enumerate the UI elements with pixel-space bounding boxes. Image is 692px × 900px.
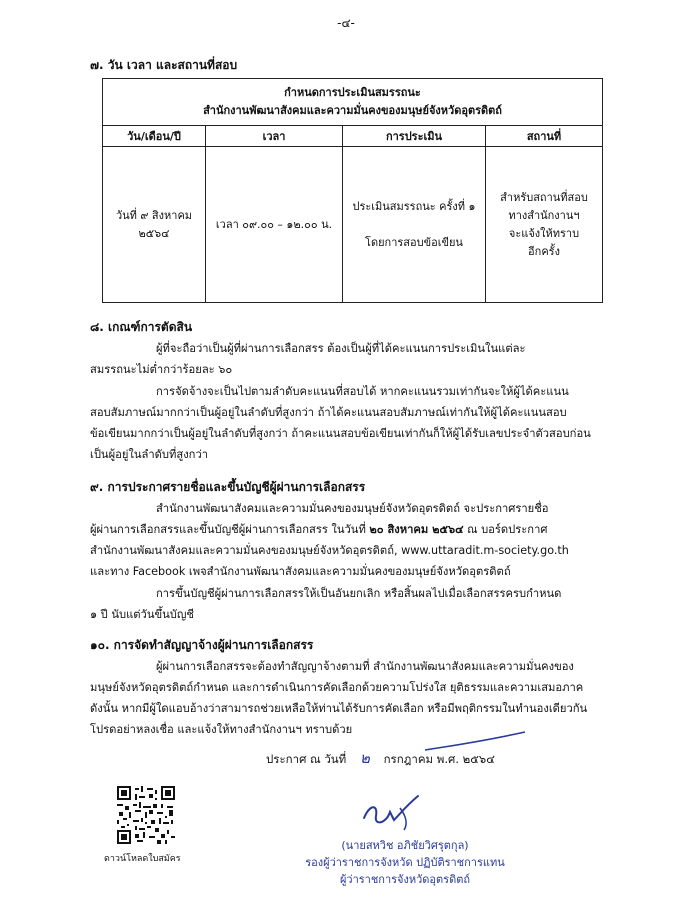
header-time: เวลา bbox=[206, 126, 343, 147]
section-8-heading: ๘. เกณฑ์การตัดสิน bbox=[90, 320, 193, 334]
s8-p2-line-1: การจัดจ้างจะเป็นไปตามลำดับคะแนนที่สอบได้ หากคะแนนรวมเท่ากันจะให้ผู้ได้คะแนน bbox=[156, 385, 569, 398]
cell-date-line-1: วันที่ ๙ สิงหาคม bbox=[115, 208, 193, 222]
s9-p1-line-2 bbox=[90, 519, 610, 540]
section-9-paragraph-1 bbox=[90, 498, 610, 582]
section-10-heading: ๑๐. การจัดทำสัญญาจ้างผู้ผ่านการเลือกสรร bbox=[90, 638, 314, 652]
section-8-paragraph-2 bbox=[90, 381, 610, 465]
s8-p2-line-2: สอบสัมภาษณ์มากกว่าเป็นผู้อยู่ในลำดับที่สูงกว่า ถ้าได้คะแนนสอบสัมภาษณ์เท่ากันให้ผู้ได้คะแนนสอบ bbox=[90, 406, 567, 419]
s10-line-3: ดังนั้น หากมีผู้ใดแอบอ้างว่าสามารถช่วยเหลือให้ท่านได้รับการคัดเลือก หรือมีพฤติกรรมในทำนองเดียวกัน bbox=[90, 702, 588, 715]
cell-place-line-2: ทางสำนักงานฯ bbox=[508, 208, 580, 222]
cell-assessment bbox=[343, 147, 486, 303]
schedule-title-line-1: กำหนดการประเมินสมรรถนะ bbox=[284, 86, 421, 99]
section-10-paragraph bbox=[90, 656, 610, 740]
cell-time: เวลา ๐๙.๐๐ – ๑๒.๐๐ น. bbox=[206, 147, 343, 303]
qr-code-icon[interactable] bbox=[117, 786, 175, 844]
s8-p2-line-4: เป็นผู้อยู่ในลำดับที่สูงกว่า bbox=[90, 448, 209, 461]
cell-assessment-line-2: โดยการสอบข้อเขียน bbox=[365, 235, 463, 249]
s10-line-1: ผู้ผ่านการเลือกสรรจะต้องทำสัญญาจ้างตามที่ สำนักงานพัฒนาสังคมและความมั่นคงของ bbox=[156, 660, 574, 673]
s9-p1-line-3: สำนักงานพัฒนาสังคมและความมั่นคงของมนุษย์จังหวัดอุตรดิตถ์, www.uttaradit.m-society.go.th bbox=[90, 544, 569, 557]
s8-p1-line-2: สมรรถนะไม่ต่ำกว่าร้อยละ ๖๐ bbox=[90, 363, 233, 376]
section-7-heading: ๗. วัน เวลา และสถานที่สอบ bbox=[90, 58, 238, 72]
cell-place-line-3: จะแจ้งให้ทราบ bbox=[508, 226, 580, 240]
cell-place-line-4: อีกครั้ง bbox=[528, 244, 560, 258]
signature-icon bbox=[356, 786, 436, 836]
handwritten-stroke-icon bbox=[420, 728, 530, 758]
announcement-date-prefix: ประกาศ ณ วันที่ bbox=[266, 752, 347, 766]
header-assessment: การประเมิน bbox=[343, 126, 486, 147]
section-9-paragraph-2 bbox=[90, 583, 610, 625]
s8-p1-line-1: ผู้ที่จะถือว่าเป็นผู้ที่ผ่านการเลือกสรร ต้องเป็นผู้ที่ได้คะแนนการประเมินในแต่ละ bbox=[156, 342, 526, 355]
cell-place-line-1: สำหรับสถานที่สอบ bbox=[500, 190, 588, 204]
s9-p1-line-4: และทาง Facebook เพจสำนักงานพัฒนาสังคมและความมั่นคงของมนุษย์จังหวัดอุตรดิตถ์ bbox=[90, 565, 511, 578]
s9-p2-line-2: ๑ ปี นับแต่วันขึ้นบัญชี bbox=[90, 608, 194, 621]
page-number: -๔- bbox=[337, 16, 355, 30]
s8-p2-line-3: ข้อเขียนมากกว่าเป็นผู้อยู่ในลำดับที่สูงกว่า ถ้าคะแนนสอบข้อเขียนเท่ากันก็ให้ผู้ได้รับเลขประจำตัวสอบก่อน bbox=[90, 427, 591, 440]
header-place: สถานที่ bbox=[486, 126, 603, 147]
section-9-heading: ๙. การประกาศรายชื่อและขึ้นบัญชีผู้ผ่านการเลือกสรร bbox=[90, 480, 366, 494]
cell-assessment-line-1: ประเมินสมรรถนะ ครั้งที่ ๑ bbox=[352, 199, 476, 213]
s10-line-4: โปรดอย่าหลงเชื่อ และแจ้งให้ทางสำนักงานฯ ทราบด้วย bbox=[90, 723, 353, 736]
s9-p1-line-2-a: ผู้ผ่านการเลือกสรรและขึ้นบัญชีผู้ผ่านการเลือกสรร ในวันที่ bbox=[90, 523, 370, 536]
signatory-position-2: ผู้ว่าราชการจังหวัดอุตรดิตถ์ bbox=[339, 873, 471, 886]
section-8-paragraph-1 bbox=[90, 338, 610, 380]
qr-label: ดาวน์โหลดใบสมัคร bbox=[104, 854, 181, 864]
schedule-table bbox=[102, 78, 603, 303]
s9-announce-date: ๒๐ สิงหาคม ๒๕๖๔ bbox=[369, 523, 464, 536]
cell-date bbox=[103, 147, 206, 303]
s9-p1-line-1: สำนักงานพัฒนาสังคมและความมั่นคงของมนุษย์จังหวัดอุตรดิตถ์ จะประกาศรายชื่อ bbox=[156, 502, 549, 515]
signatory-position-1: รองผู้ว่าราชการจังหวัด ปฏิบัติราชการแทน bbox=[305, 856, 505, 869]
s10-line-2: มนุษย์จังหวัดอุตรดิตถ์กำหนด และการดำเนินการคัดเลือกด้วยความโปร่งใส ยุติธรรมและความเสมอภาค bbox=[90, 681, 584, 694]
cell-date-line-2: ๒๕๖๔ bbox=[138, 226, 170, 240]
schedule-table-title bbox=[103, 79, 603, 126]
schedule-title-line-2: สำนักงานพัฒนาสังคมและความมั่นคงของมนุษย์จังหวัดอุตรดิตถ์ bbox=[203, 104, 502, 117]
announcement-date-suffix: กรกฎาคม พ.ศ. ๒๕๖๔ bbox=[383, 752, 495, 766]
signatory-name: (นายสหวิช อภิชัยวิศรุตกุล) bbox=[341, 839, 469, 852]
s9-p2-line-1: การขึ้นบัญชีผู้ผ่านการเลือกสรรให้เป็นอันยกเลิก หรือสิ้นผลไปเมื่อเลือกสรรครบกำหนด bbox=[156, 587, 562, 600]
cell-place bbox=[486, 147, 603, 303]
header-date: วัน/เดือน/ปี bbox=[103, 126, 206, 147]
s9-p1-line-2-b: ณ บอร์ดประกาศ bbox=[463, 523, 548, 536]
handwritten-day: ๒ bbox=[359, 749, 370, 767]
